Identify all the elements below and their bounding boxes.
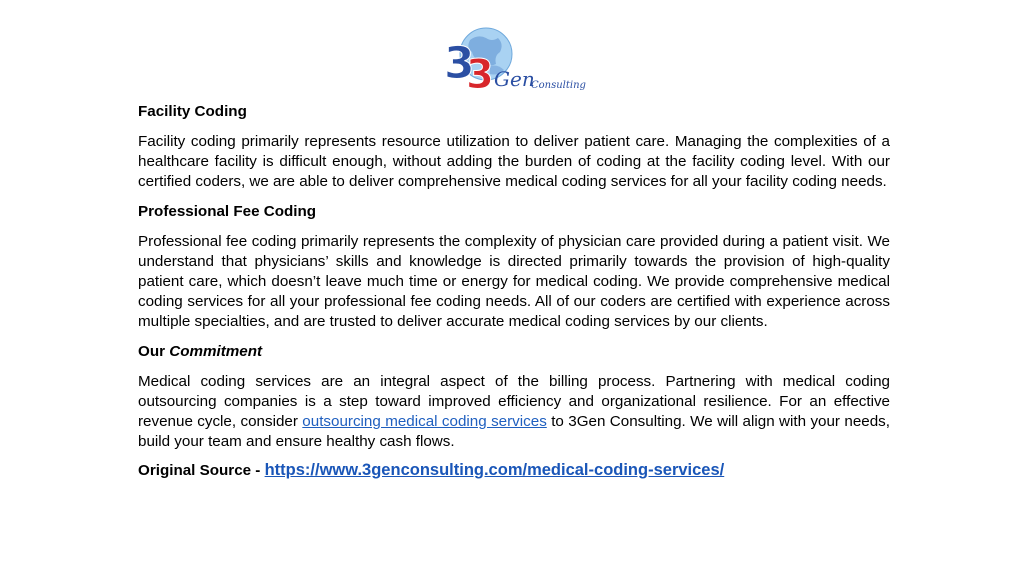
- commitment-paragraph: [138, 372, 890, 452]
- source-label: Original Source -: [138, 462, 265, 479]
- 3gen-logo-icon: [440, 26, 586, 98]
- svg-text:3: 3: [444, 38, 475, 89]
- original-source-line: [138, 460, 890, 482]
- svg-text:Consulting: Consulting: [531, 80, 586, 91]
- professional-fee-coding-heading: Professional Fee Coding: [138, 203, 317, 220]
- svg-text:Gen: Gen: [494, 67, 535, 91]
- commitment-text-after-link: to 3Gen Consulting. We will align with your needs, build your team and ensure healthy cash flows.: [138, 413, 890, 450]
- document-body: [138, 102, 890, 482]
- commitment-text-before-link: Medical coding services are an integral aspect of the billing process. Partnering with medical coding outsourcing companies is a step toward improved efficiency and organizational resilience. For an effective revenue cycle, consider: [138, 373, 890, 430]
- facility-coding-heading: Facility Coding: [138, 103, 247, 120]
- professional-fee-coding-paragraph: Professional fee coding primarily represents the complexity of physician care provided during a patient visit. We understand that physicians’ skills and knowledge is directed primarily towards the provision of high-quality patient care, which doesn’t leave much time or energy for medical coding. We provide comprehensive medical coding services for all your professional fee coding needs. All of our coders are certified with experience across multiple specialties, and are trusted to deliver accurate medical coding services by our clients.: [138, 233, 890, 330]
- company-logo: [440, 26, 586, 98]
- commitment-heading-emphasis: Commitment: [169, 343, 263, 360]
- facility-coding-paragraph: Facility coding primarily represents resource utilization to deliver patient care. Managing the complexities of a healthcare facility is difficult enough, without adding the burden of coding at the facility coding level. With our certified coders, we are able to deliver comprehensive medical coding services for all your facility coding needs.: [138, 133, 890, 190]
- source-url-link[interactable]: https://www.3genconsulting.com/medical-coding-services/: [264, 461, 725, 479]
- commitment-heading-prefix: Our: [138, 343, 166, 360]
- svg-text:3: 3: [466, 52, 494, 98]
- outsourcing-services-link[interactable]: outsourcing medical coding services: [302, 413, 547, 430]
- our-commitment-heading: [138, 342, 890, 362]
